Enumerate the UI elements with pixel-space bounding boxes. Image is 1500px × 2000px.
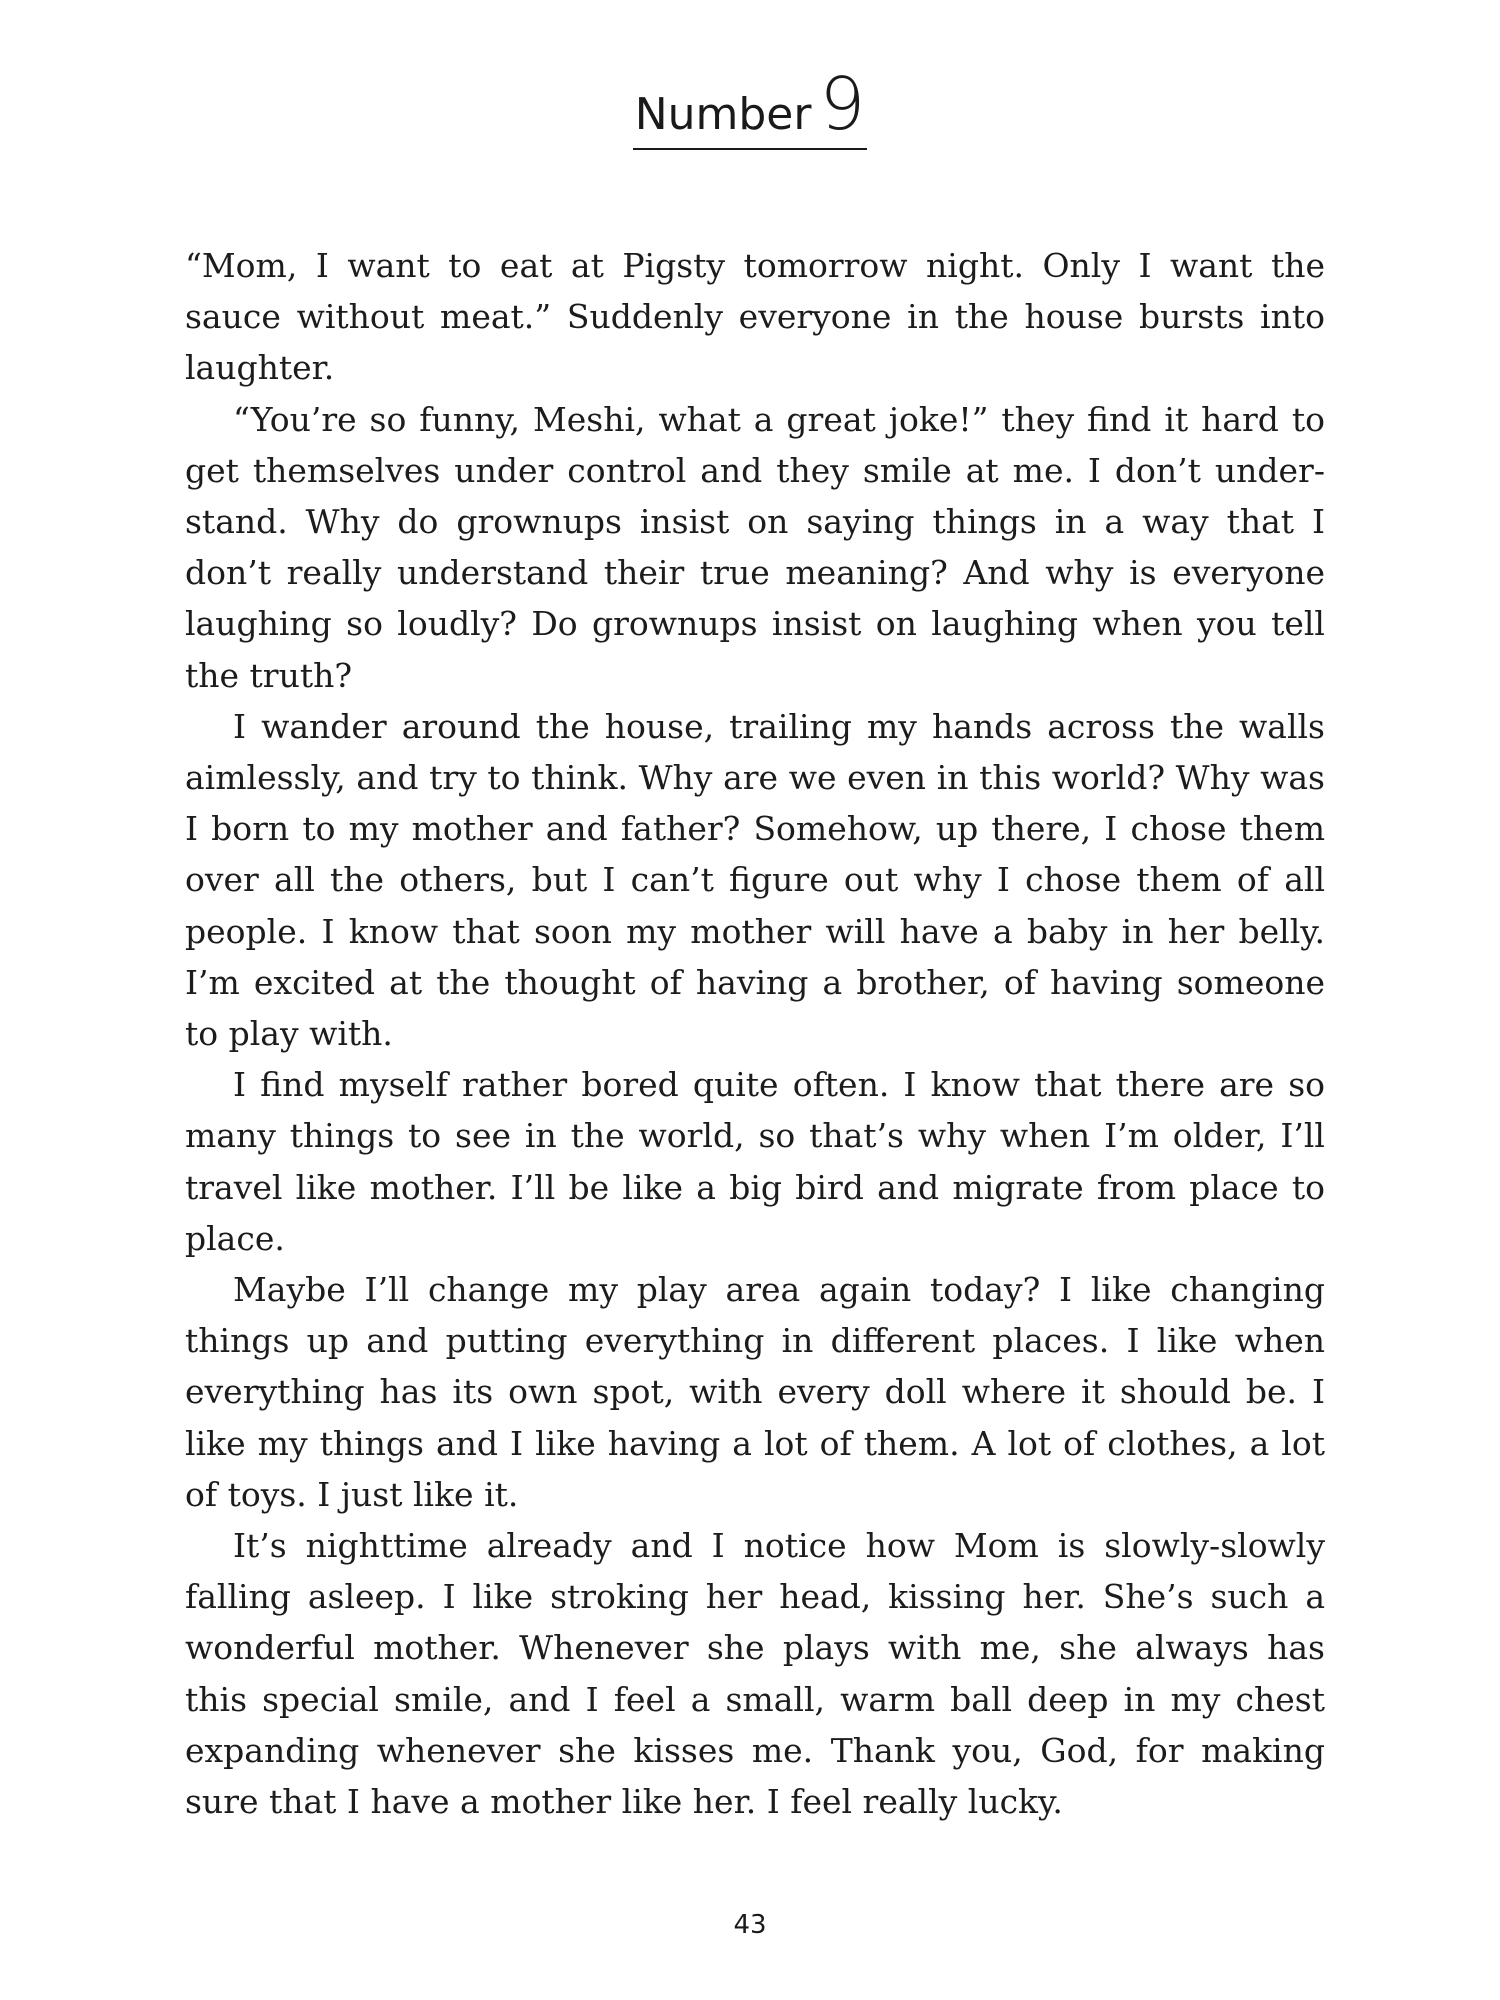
paragraph: I find myself rather bored quite often. I know that there are so many things to see in the world, so that’s why when I’m older, I’ll travel like mother. I’ll be like a big bird and migrate from place to place. — [185, 1065, 1325, 1258]
chapter-header — [0, 62, 1500, 150]
paragraph: Maybe I’ll change my play area again today? I like changing things up and putting everything in different places. I like when everything has its own spot, with every doll where it should be. I like my things and I like having a lot of them. A lot of clothes, a lot of toys. I just like it. — [185, 1270, 1325, 1514]
chapter-title-word: Number — [634, 89, 812, 140]
paragraph: It’s nighttime already and I notice how Mom is slowly-slowly falling asleep. I like stroking her head, kissing her. She’s such a wonderful mother. Whenever she plays with me, she always has this special smile, and I feel a small, warm ball deep in my chest expanding whenever she kisses me. Thank you, God, for making sure that I have a mother like her. I feel really lucky. — [185, 1526, 1325, 1822]
chapter-number: 9 — [819, 62, 866, 146]
paragraph: I wander around the house, trailing my hands across the walls aimlessly, and try to think. Why are we even in this world? Why was I born to my mother and father? Somehow, up there, I chose them over all the others, but I can’t figure out why I chose them of all people. I know that soon my mother will have a baby in her belly. I’m excited at the thought of having a brother, of having someone to play with. — [185, 706, 1325, 1054]
page-number: 43 — [733, 1910, 767, 1940]
body-text — [185, 240, 1325, 1827]
chapter-title — [633, 62, 868, 150]
paragraph: “You’re so funny, Meshi, what a great joke!” they find it hard to get themselves under control and they smile at me. I don’t understand. Why do grownups insist on saying things in a way that I don’t really understand their true meaning? And why is everyone laughing so loudly? Do grownups insist on laughing when you tell the truth? — [185, 399, 1325, 695]
paragraph: “Mom, I want to eat at Pigsty tomorrow night. Only I want the sauce without meat.” Suddenly everyone in the house bursts into laughter. — [185, 246, 1325, 388]
